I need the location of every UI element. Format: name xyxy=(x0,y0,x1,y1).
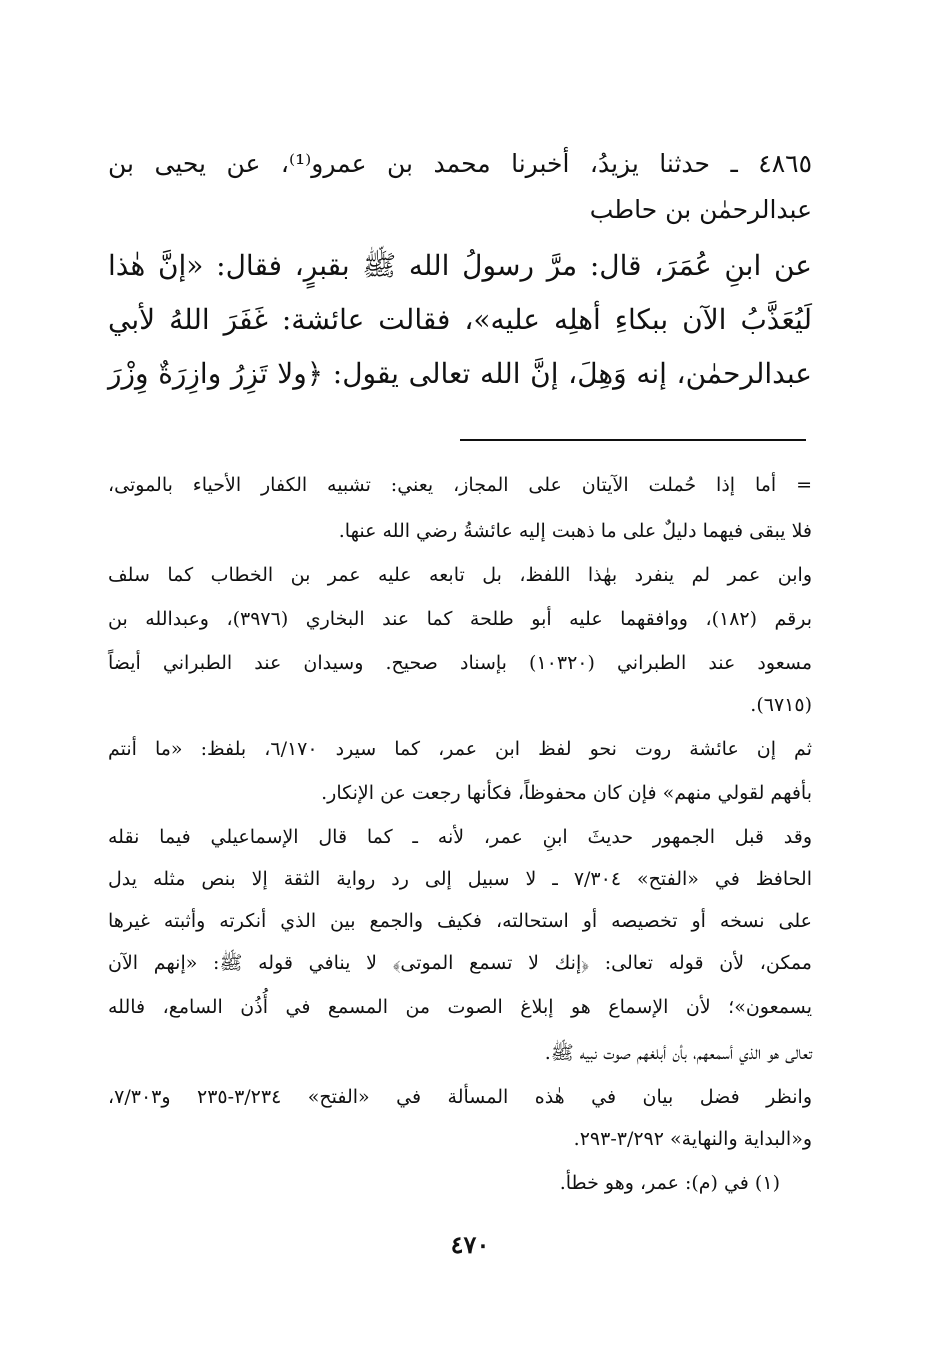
commentary-line: و«البداية والنهاية» ٣/٢٩٢-٢٩٣. xyxy=(573,1128,812,1150)
commentary-line: (٦٧١٥). xyxy=(750,694,812,716)
commentary-line: ثم إن عائشة روت نحو لفظ ابن عمر، كما سيرد ٦/١٧٠، بلفظ: «ما أنتم xyxy=(108,738,812,760)
commentary-line: مسعود عند الطبراني (١٠٣٢٠) بإسناد صحيح. وسيدان عند الطبراني أيضاً xyxy=(108,652,813,674)
hadith-matn-line: عن ابنِ عُمَرَ، قال: مرَّ رسولُ الله ﷺ بقبرٍ، فقال: «إنَّ هٰذا xyxy=(108,249,812,282)
commentary-line: فلا يبقى فيهما دليلٌ على ما ذهبت إليه عائشةُ رضي الله عنها. xyxy=(338,520,812,542)
commentary-line: وابن عمر لم ينفرد بهٰذا اللفظ، بل تابعه عليه عمر بن الخطاب كما سلف xyxy=(108,564,812,586)
commentary-line: على نسخه أو تخصيصه أو استحالته، فكيف والجمع بين الذي أنكرته وأثبته غيرها xyxy=(108,910,812,932)
hadith-matn-line: لَيُعَذَّبُ الآن ببكاءِ أهلِه عليه»، فقالت عائشة: غَفَرَ اللهُ لأبي xyxy=(108,303,812,336)
footnote: (١) في (م): عمر، وهو خطأ. xyxy=(559,1172,780,1194)
commentary-line: ممكن، لأن قوله تعالى: ﴿إنك لا تسمع الموتى﴾ لا ينافي قوله ﷺ: «إنهم الآن xyxy=(108,952,812,974)
footnote-separator xyxy=(460,439,806,441)
commentary-line: يسمعون»؛ لأن الإسماع هو إبلاغ الصوت من المسمع في أُذُن السامع، فالله xyxy=(108,996,812,1018)
commentary-line: = أما إذا حُملت الآيتان على المجاز، يعني: تشبيه الكفار الأحياء بالموتى، xyxy=(108,474,812,496)
commentary-line: برقم (١٨٢)، ووافقهما عليه أبو طلحة كما عند البخاري (٣٩٧٦)، وعبدالله بن xyxy=(108,608,813,630)
commentary-line: بأفهم لقولي منهم» فإن كان محفوظاً، فكأنها رجعت عن الإنكار. xyxy=(321,782,812,804)
commentary-line: تعالى هو الذي أسمعهم، بأن أبلغهم صوت نبيه ﷺ. xyxy=(544,1042,812,1064)
commentary-line: وقد قبل الجمهور حديثَ ابنِ عمر، لأنه ـ كما قال الإسماعيلي فيما نقله xyxy=(108,826,812,848)
hadith-isnad-line: ٤٨٦٥ ـ حدثنا يزيدُ، أخبرنا محمد بن عمرو⁽¹⁾، عن يحيى بن xyxy=(108,149,812,178)
commentary-line: الحافظ في «الفتح» ٧/٣٠٤ ـ لا سبيل إلى رد رواية الثقة إلا بنص مثله يدل xyxy=(108,868,812,890)
commentary-line: وانظر فضل بيان في هٰذه المسألة في «الفتح» ٣/٢٣٤-٢٣٥ و٧/٣٠٣، xyxy=(108,1086,812,1108)
page-number: ٤٧٠ xyxy=(450,1230,490,1259)
hadith-isnad-line: عبدالرحمٰن بن حاطب xyxy=(589,195,812,224)
hadith-matn-line: عبدالرحمٰن، إنه وَهِلَ، إنَّ الله تعالى يقول: ﴿ولا تَزِرُ وازِرَةٌ وِزْرَ xyxy=(108,357,812,390)
